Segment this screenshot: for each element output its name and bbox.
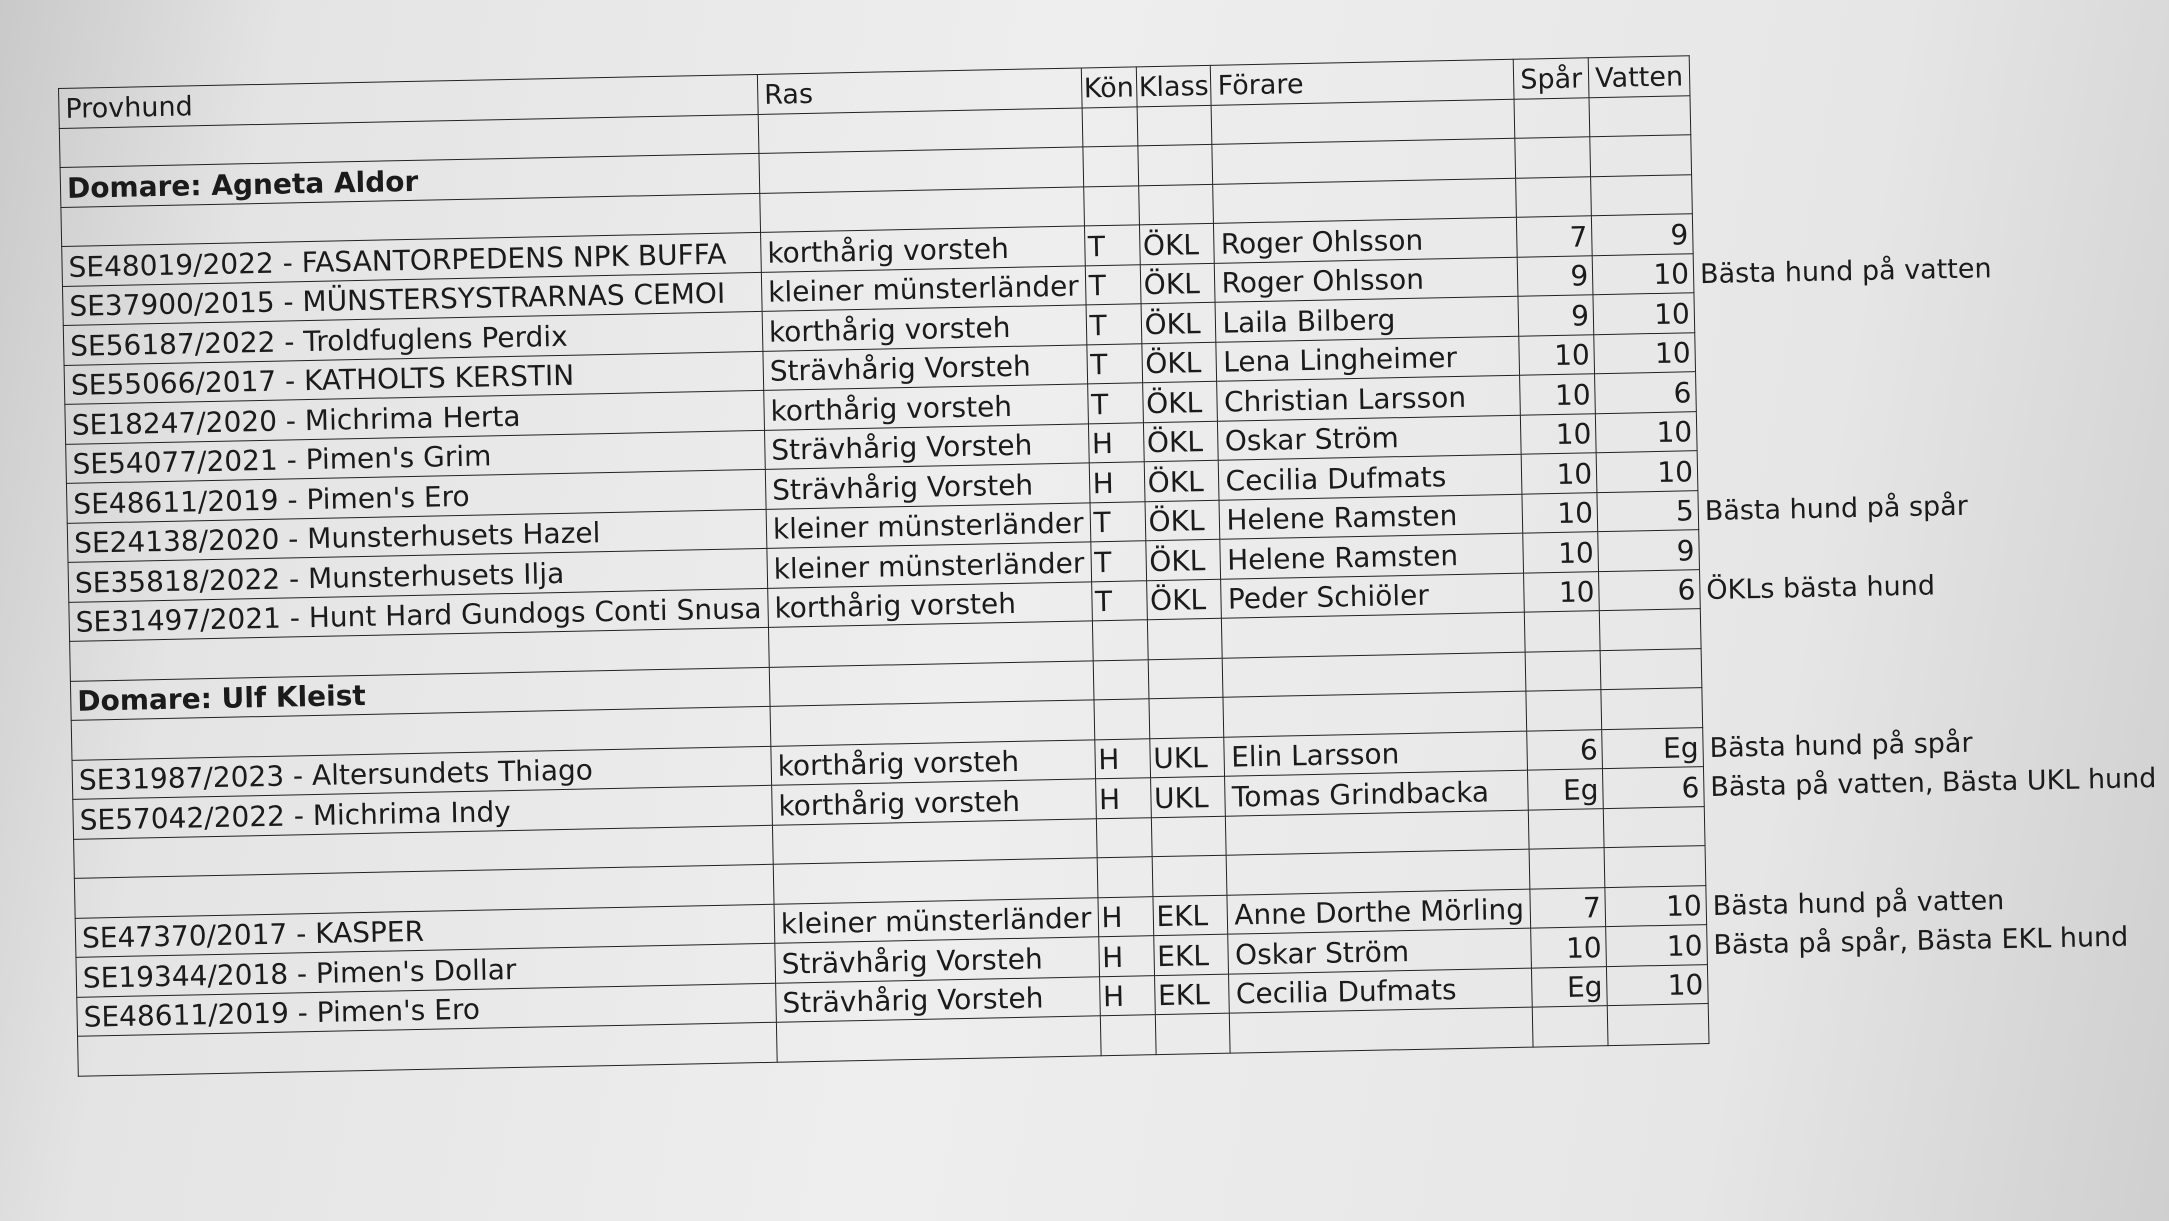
cell-vatten: 10 [1605, 885, 1707, 927]
empty-cell [1096, 817, 1152, 858]
cell-hund: SE31987/2023 - Altersundets Thiago [72, 746, 772, 800]
cell-forare: Laila Bilberg [1216, 296, 1519, 342]
empty-cell [773, 858, 1097, 904]
cell-kon: H [1094, 738, 1150, 779]
cell-forare: Oskar Ström [1228, 928, 1531, 974]
empty-cell [1223, 652, 1526, 698]
cell-klass: EKL [1154, 974, 1230, 1015]
cell-klass: UKL [1149, 737, 1225, 778]
cell-spar: 10 [1521, 453, 1597, 494]
cell-hund: SE24138/2020 - Munsterhusets Hazel [67, 509, 767, 563]
empty-cell [1212, 99, 1515, 145]
empty-cell [1515, 137, 1591, 178]
cell-spar: Eg [1532, 966, 1608, 1007]
cell-spar: 10 [1520, 374, 1596, 415]
empty-cell [1589, 95, 1691, 137]
empty-cell [1093, 659, 1149, 700]
cell-vatten: 6 [1603, 767, 1705, 809]
empty-cell [1212, 138, 1515, 184]
cell-klass: ÖKL [1142, 381, 1218, 422]
empty-cell [769, 660, 1093, 706]
cell-vatten: 10 [1594, 332, 1696, 374]
cell-spar: 6 [1527, 729, 1603, 770]
cell-ras: korthårig vorsteh [760, 226, 1084, 272]
results-document [58, 46, 2168, 1076]
cell-ras: korthårig vorsteh [768, 581, 1092, 627]
note-text: Bästa hund på vatten [1712, 884, 2005, 922]
cell-spar: 10 [1531, 927, 1607, 968]
cell-kon: T [1090, 541, 1146, 582]
empty-cell [1590, 135, 1692, 177]
empty-cell [1516, 176, 1592, 217]
cell-spar: 10 [1519, 334, 1595, 375]
note-cell [1708, 994, 2168, 1043]
cell-forare: Roger Ohlsson [1214, 217, 1517, 263]
cell-hund: SE18247/2020 - Michrima Herta [65, 390, 765, 444]
empty-cell [1601, 688, 1703, 730]
cell-kon: T [1086, 304, 1142, 345]
cell-forare: Tomas Grindbacka [1225, 770, 1528, 816]
cell-vatten: 10 [1607, 964, 1709, 1006]
header-kon: Kön [1081, 67, 1137, 108]
cell-hund: SE54077/2021 - Pimen's Grim [66, 430, 766, 484]
cell-vatten: 5 [1597, 490, 1699, 532]
header-spar: Spår [1513, 58, 1589, 99]
cell-spar: 7 [1530, 887, 1606, 928]
cell-spar: 10 [1521, 413, 1597, 454]
empty-cell [1227, 849, 1530, 895]
empty-cell [1148, 658, 1224, 699]
cell-klass: ÖKL [1146, 579, 1222, 620]
cell-forare: Peder Schiöler [1221, 573, 1524, 619]
note-text: Bästa på vatten, Bästa UKL hund [1710, 763, 2157, 803]
cell-kon: T [1087, 383, 1143, 424]
note-text: Bästa på spår, Bästa EKL hund [1713, 921, 2129, 961]
cell-klass: UKL [1150, 776, 1226, 817]
cell-forare: Anne Dorthe Mörling [1227, 889, 1530, 935]
header-forare: Förare [1211, 59, 1514, 105]
header-provhund: Provhund [59, 74, 759, 128]
judge-name: Domare: Agneta Aldor [60, 153, 760, 207]
empty-cell [1532, 1006, 1608, 1047]
cell-klass: ÖKL [1144, 460, 1220, 501]
cell-kon: H [1098, 896, 1154, 937]
cell-kon: H [1095, 778, 1151, 819]
empty-cell [1082, 106, 1138, 147]
cell-hund: SE56187/2022 - Troldfuglens Perdix [63, 311, 763, 365]
cell-klass: ÖKL [1145, 539, 1221, 580]
cell-ras: kleiner münsterländer [761, 265, 1085, 311]
cell-klass: ÖKL [1145, 500, 1221, 541]
cell-vatten: 9 [1591, 214, 1693, 256]
empty-cell [1097, 857, 1153, 898]
empty-cell [1083, 185, 1139, 226]
empty-cell [760, 186, 1084, 232]
empty-cell [1526, 690, 1602, 731]
empty-cell [1147, 618, 1223, 659]
cell-vatten: 10 [1596, 451, 1698, 493]
cell-hund: SE19344/2018 - Pimen's Dollar [76, 943, 776, 997]
cell-ras: korthårig vorsteh [762, 305, 1086, 351]
note-text: Bästa hund på spår [1704, 490, 1969, 527]
empty-cell [1223, 691, 1526, 737]
empty-cell [1525, 611, 1601, 652]
empty-cell [1607, 1004, 1709, 1046]
empty-cell [1213, 178, 1516, 224]
cell-vatten: 10 [1595, 411, 1697, 453]
cell-klass: ÖKL [1141, 342, 1217, 383]
empty-cell [1599, 609, 1701, 651]
cell-klass: ÖKL [1143, 421, 1219, 462]
cell-hund: SE48019/2022 - FASANTORPEDENS NPK BUFFA [62, 232, 762, 286]
empty-cell [759, 147, 1083, 193]
cell-vatten: 10 [1593, 293, 1695, 335]
cell-forare: Christian Larsson [1217, 375, 1520, 421]
cell-spar: 7 [1517, 216, 1593, 257]
cell-klass: ÖKL [1141, 302, 1217, 343]
empty-cell [1092, 620, 1148, 661]
empty-cell [1525, 650, 1601, 691]
empty-cell [1604, 846, 1706, 888]
results-table [58, 46, 2168, 1076]
cell-ras: Strävhårig Vorsteh [776, 976, 1100, 1022]
cell-kon: H [1099, 975, 1155, 1016]
empty-cell [1151, 816, 1227, 857]
cell-hund: SE47370/2017 - KASPER [75, 904, 775, 958]
empty-cell [1603, 806, 1705, 848]
cell-hund: SE57042/2022 - Michrima Indy [73, 785, 773, 839]
cell-ras: Strävhårig Vorsteh [763, 344, 1087, 390]
empty-cell [1094, 699, 1150, 740]
cell-kon: T [1084, 225, 1140, 266]
cell-kon: H [1088, 422, 1144, 463]
header-vatten: Vatten [1588, 56, 1690, 98]
cell-hund: SE55066/2017 - KATHOLTS KERSTIN [64, 351, 764, 405]
empty-cell [772, 818, 1096, 864]
cell-ras: kleiner münsterländer [766, 502, 1090, 548]
header-klass: Klass [1136, 65, 1212, 106]
cell-kon: H [1098, 936, 1154, 977]
cell-vatten: 6 [1599, 569, 1701, 611]
cell-klass: EKL [1153, 934, 1229, 975]
empty-cell [1149, 697, 1225, 738]
cell-spar: 10 [1524, 571, 1600, 612]
empty-cell [1514, 97, 1590, 138]
empty-cell [776, 1016, 1100, 1062]
cell-hund: SE31497/2021 - Hunt Hard Gundogs Conti Snusa [69, 588, 769, 642]
cell-kon: T [1090, 501, 1146, 542]
cell-vatten: 10 [1606, 925, 1708, 967]
empty-cell [770, 700, 1094, 746]
cell-ras: Strävhårig Vorsteh [775, 937, 1099, 983]
empty-cell [768, 621, 1092, 667]
cell-ras: Strävhårig Vorsteh [764, 423, 1088, 469]
cell-forare: Helene Ramsten [1220, 533, 1523, 579]
cell-spar: 10 [1522, 492, 1598, 533]
cell-forare: Cecilia Dufmats [1229, 968, 1532, 1014]
cell-forare: Helene Ramsten [1219, 494, 1522, 540]
cell-hund: SE48611/2019 - Pimen's Ero [66, 469, 766, 523]
cell-kon: T [1086, 343, 1142, 384]
cell-klass: ÖKL [1140, 263, 1216, 304]
empty-cell [1082, 146, 1138, 187]
cell-kon: T [1085, 264, 1141, 305]
cell-kon: T [1091, 580, 1147, 621]
empty-cell [1138, 184, 1214, 225]
empty-cell [1528, 808, 1604, 849]
cell-forare: Lena Lingheimer [1216, 336, 1519, 382]
empty-cell [1591, 174, 1693, 216]
cell-ras: Strävhårig Vorsteh [765, 463, 1089, 509]
cell-ras: korthårig vorsteh [772, 779, 1096, 825]
cell-forare: Roger Ohlsson [1215, 257, 1518, 303]
cell-hund: SE48611/2019 - Pimen's Ero [77, 983, 777, 1037]
table-body [59, 86, 2168, 1076]
cell-spar: 9 [1517, 255, 1593, 296]
header-ras: Ras [757, 68, 1081, 114]
judge-name: Domare: Ulf Kleist [70, 667, 770, 721]
cell-vatten: 10 [1592, 253, 1694, 295]
cell-ras: korthårig vorsteh [771, 739, 1095, 785]
empty-cell [1137, 144, 1213, 185]
note-text: Bästa hund på vatten [1699, 252, 1992, 290]
note-text: ÖKLs bästa hund [1706, 569, 1936, 606]
empty-cell [758, 107, 1082, 153]
cell-hund: SE35818/2022 - Munsterhusets Ilja [68, 548, 768, 602]
cell-spar: 9 [1518, 295, 1594, 336]
empty-cell [1230, 1007, 1533, 1053]
cell-vatten: Eg [1602, 727, 1704, 769]
cell-hund: SE37900/2015 - MÜNSTERSYSTRARNAS CEMOI [62, 272, 762, 326]
cell-ras: korthårig vorsteh [764, 384, 1088, 430]
empty-cell [1529, 848, 1605, 889]
empty-cell [1155, 1013, 1231, 1054]
cell-forare: Elin Larsson [1224, 731, 1527, 777]
empty-cell [1600, 648, 1702, 690]
empty-cell [1137, 105, 1213, 146]
cell-spar: 10 [1523, 532, 1599, 573]
empty-cell [1100, 1015, 1156, 1056]
empty-cell [1226, 810, 1529, 856]
cell-forare: Cecilia Dufmats [1219, 454, 1522, 500]
cell-ras: kleiner münsterländer [767, 542, 1091, 588]
cell-klass: ÖKL [1139, 223, 1215, 264]
cell-vatten: 6 [1595, 372, 1697, 414]
cell-kon: H [1089, 462, 1145, 503]
cell-vatten: 9 [1598, 530, 1700, 572]
cell-ras: kleiner münsterländer [774, 897, 1098, 943]
cell-spar: Eg [1528, 769, 1604, 810]
empty-cell [1222, 612, 1525, 658]
cell-klass: EKL [1153, 895, 1229, 936]
empty-cell [1152, 855, 1228, 896]
note-text: Bästa hund på spår [1709, 727, 1973, 764]
cell-forare: Oskar Ström [1218, 415, 1521, 461]
